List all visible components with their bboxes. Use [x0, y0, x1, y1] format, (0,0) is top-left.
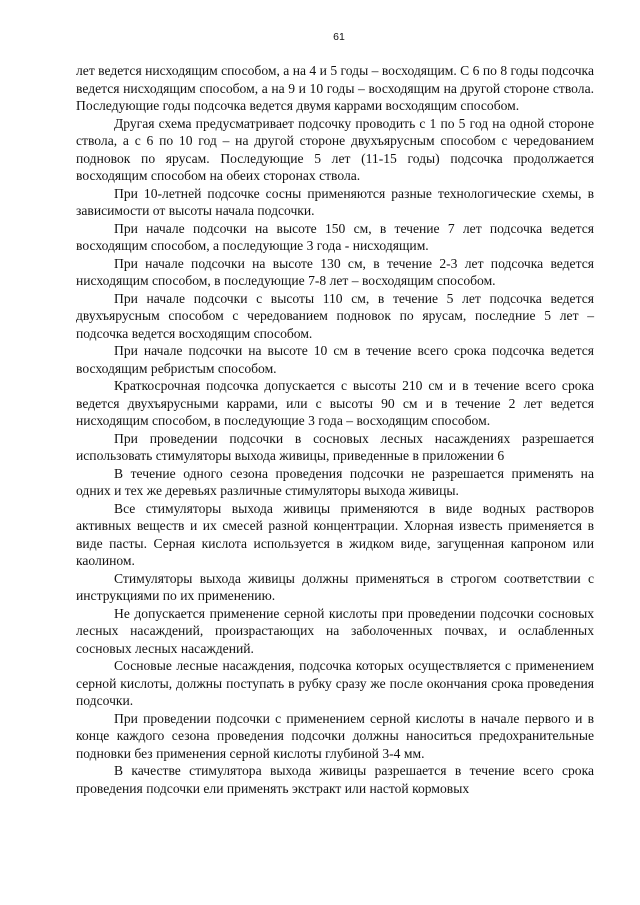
paragraph-alternative-scheme: Другая схема предусматривает подсочку проводить с 1 по 5 год на одной стороне ствола, а с 6 по 10 год – на другой стороне двухъярусным способом с чередованием подновок по ярусам. Последующие 5 лет (11-15 годы) подсочка продолжается восходящим способом на обеих сторонах ствола.	[76, 115, 594, 183]
paragraph-10-year-tapping: При 10-летней подсочке сосны применяются разные технологические схемы, в зависимости от высоты начала подсочки.	[76, 185, 594, 218]
paragraph-sulfuric-acid-prohibition: Не допускается применение серной кислоты при проведении подсочки сосновых лесных насаждений, произрастающих на заболоченных почвах, и ослабленных сосновых лесных насаждений.	[76, 605, 594, 656]
paragraph-spruce-stimulator: В качестве стимулятора выхода живицы разрешается в течение всего срока проведения подсочки ели применять экстракт или настой кормовых	[76, 763, 594, 796]
paragraph-start-10cm: При начале подсочки на высоте 10 см в течение всего срока подсочка ведется восходящим ребристым способом.	[76, 343, 594, 376]
paragraph-felling-after-acid: Сосновые лесные насаждения, подсочка которых осуществляется с применением серной кислоты, должны поступать в рубку сразу же после окончания срока проведения подсочки.	[76, 658, 594, 708]
paragraph-one-season-rule: В течение одного сезона проведения подсочки не разрешается применять на одних и тех же деревьях различные стимуляторы выхода живицы.	[76, 465, 594, 498]
paragraph-short-term-tapping: Краткосрочная подсочка допускается с высоты 210 см и в течение всего срока ведется двухъярусными каррами, или с высоты 90 см и в течение 2 лет ведется нисходящим способом, в последующие 3 года – восходящим способом.	[76, 378, 594, 428]
paragraph-stimulators-allowed: При проведении подсочки в сосновых лесных насаждениях разрешается использовать стимуляторы выхода живицы, приведенные в приложении 6	[76, 430, 594, 463]
paragraph-start-110cm: При начале подсочки с высоты 110 см, в течение 5 лет подсочка ведется двухъярусным способом с чередованием подновок по ярусам, последние 5 лет – подсочка ведется восходящим способом.	[76, 290, 594, 341]
paragraph-start-150cm: При начале подсочки на высоте 150 см, в течение 7 лет подсочка ведется восходящим способом, а последующие 3 года - нисходящим.	[76, 220, 594, 253]
paragraph-continuation: лет ведется нисходящим способом, а на 4 и 5 годы – восходящим. С 6 по 8 годы подсочка ведется нисходящим способом, а на 9 и 10 годы – восходящим на другой стороне ствола. Последующие годы подсочка ведется двумя каррами восходящим способом.	[76, 63, 594, 113]
paragraph-stimulator-forms: Все стимуляторы выхода живицы применяются в виде водных растворов активных веществ и их смесей разной концентрации. Хлорная известь применяется в виде пасты. Серная кислота используется в жидком виде, загущенная капроном или каолином.	[76, 500, 594, 568]
paragraph-start-130cm: При начале подсочки на высоте 130 см, в течение 2-3 лет подсочка ведется нисходящим способом, в последующие 7-8 лет – восходящим способом.	[76, 255, 594, 288]
page-number: 61	[333, 31, 345, 43]
paragraph-protective-cuts: При проведении подсочки с применением серной кислоты в начале первого и в конце каждого сезона проведения подсочки должны наноситься предохранительные подновки без применения серной кислоты глубиной 3-4 мм.	[76, 710, 594, 761]
body-text	[76, 62, 594, 797]
paragraph-stimulator-instructions: Стимуляторы выхода живицы должны применяться в строгом соответствии с инструкциями по их применению.	[76, 570, 594, 603]
